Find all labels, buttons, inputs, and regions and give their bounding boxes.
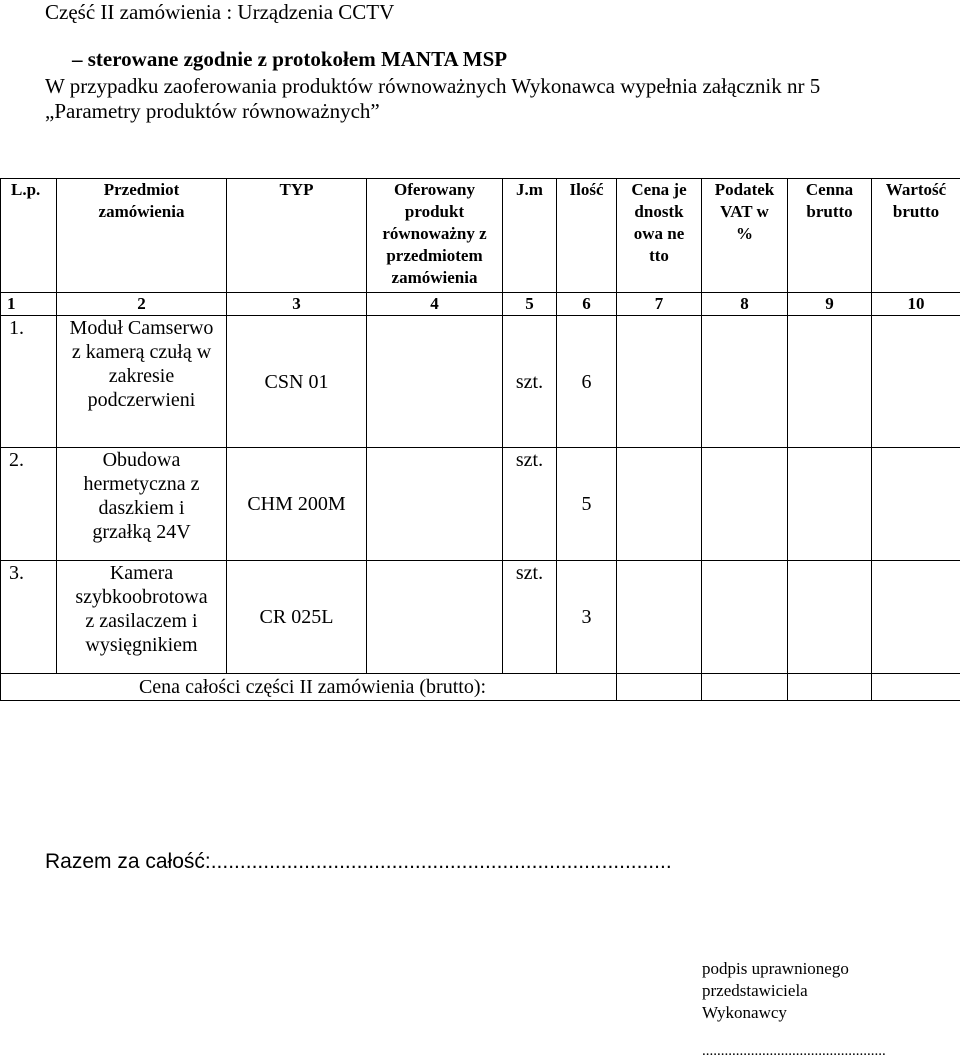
row-unit-price[interactable] [617,316,702,448]
table-row [1,448,960,561]
row-type: CR 025L [227,561,367,674]
header-unit-price-text: Cena jednostkowa netto [631,180,687,265]
row-lp: 3. [1,561,57,674]
column-number: 6 [557,293,617,316]
column-number: 1 [1,293,57,316]
row-qty: 6 [557,316,617,448]
row-subject: Obudowa hermetyczna z daszkiem i grzałką 24V [57,448,227,561]
header-gross-value: Wartość brutto [872,179,960,293]
intro-text [45,74,820,124]
row-subject: Kamera szybkoobrotowa z zasilaczem i wysięgnikiem [57,561,227,674]
total-unit-price [617,674,702,701]
header-gross-price: Cenna brutto [788,179,872,293]
header-lp: L.p. [1,179,57,293]
column-number: 7 [617,293,702,316]
row-unit: szt. [503,448,557,561]
row-gross-value[interactable] [872,448,960,561]
row-gross-price[interactable] [788,561,872,674]
header-type: TYP [227,179,367,293]
column-number: 4 [367,293,503,316]
row-lp: 2. [1,448,57,561]
column-number: 8 [702,293,788,316]
row-gross-price[interactable] [788,448,872,561]
signature-dots: ................................................. [702,1043,886,1059]
row-offered[interactable] [367,561,503,674]
table-row [1,561,960,674]
row-lp: 1. [1,316,57,448]
signature-block [702,958,849,1024]
total-gross-value[interactable] [872,674,960,701]
signature-line-1: podpis uprawnionego [702,959,849,978]
row-offered[interactable] [367,448,503,561]
total-row [1,674,960,701]
header-unit-price [617,179,702,293]
total-gross-price [788,674,872,701]
document-title: Część II zamówienia : Urządzenia CCTV [45,0,395,24]
row-vat[interactable] [702,561,788,674]
subtitle-protocol: – sterowane zgodnie z protokołem MANTA MSP [72,47,508,71]
row-gross-value[interactable] [872,316,960,448]
total-vat [702,674,788,701]
order-table [0,178,960,701]
column-number: 10 [872,293,960,316]
summary-line: Razem za całość:............................................................................... [45,850,672,873]
table-header-row [1,179,960,293]
header-subject: Przedmiot zamówienia [57,179,227,293]
signature-line-2: przedstawiciela [702,981,808,1000]
row-unit-price[interactable] [617,561,702,674]
row-vat[interactable] [702,316,788,448]
row-gross-price[interactable] [788,316,872,448]
row-type: CSN 01 [227,316,367,448]
header-vat: Podatek VAT w % [702,179,788,293]
row-qty: 5 [557,448,617,561]
column-number: 3 [227,293,367,316]
row-unit: szt. [503,561,557,674]
intro-line-2: „Parametry produktów równoważnych” [45,99,380,123]
row-unit: szt. [503,316,557,448]
column-number: 9 [788,293,872,316]
header-qty: Ilość [557,179,617,293]
column-numbers-row [1,293,960,316]
intro-line-1: W przypadku zaoferowania produktów równoważnych Wykonawca wypełnia załącznik nr 5 [45,74,821,98]
row-gross-value[interactable] [872,561,960,674]
row-type: CHM 200M [227,448,367,561]
signature-line-3: Wykonawcy [702,1003,787,1022]
row-offered[interactable] [367,316,503,448]
header-unit: J.m [503,179,557,293]
row-unit-price[interactable] [617,448,702,561]
table-row [1,316,960,448]
row-qty: 3 [557,561,617,674]
column-number: 5 [503,293,557,316]
total-label: Cena całości części II zamówienia (brutto): [1,674,617,701]
row-vat[interactable] [702,448,788,561]
row-subject: Moduł Camserwo z kamerą czułą w zakresie podczerwieni [57,316,227,448]
header-offered: Oferowany produkt równoważny z przedmiotem zamówienia [367,179,503,293]
column-number: 2 [57,293,227,316]
